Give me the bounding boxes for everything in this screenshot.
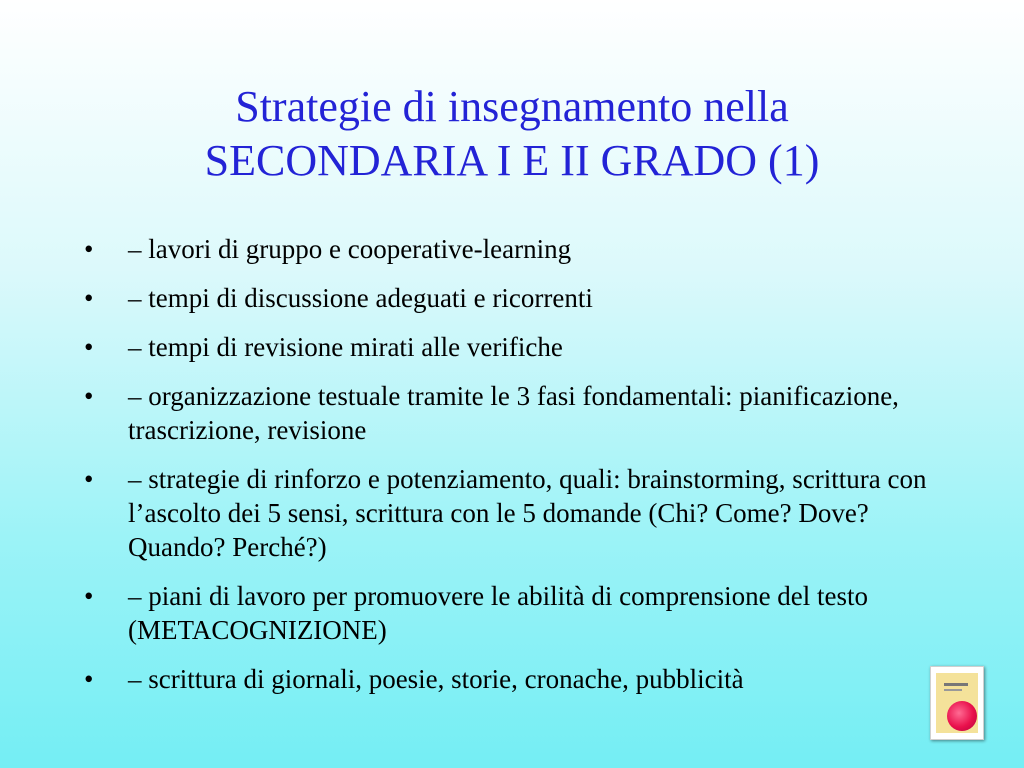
- bullet-icon: •: [84, 332, 94, 362]
- cover-circle-graphic: [947, 701, 977, 731]
- bullet-item: [84, 579, 954, 647]
- bullet-text: – lavori di gruppo e cooperative-learning: [128, 234, 572, 264]
- bullet-icon: •: [84, 464, 94, 494]
- slide-title-line-2: SECONDARIA I E II GRADO (1): [204, 136, 820, 185]
- cover-text-line: [944, 683, 968, 686]
- bullet-text: – scrittura di giornali, poesie, storie, cronache, pubblicità: [128, 664, 744, 694]
- bullet-item: [84, 330, 954, 364]
- bullet-text: – organizzazione testuale tramite le 3 fasi fondamentali: pianificazione, trascrizione, revisione: [128, 381, 899, 445]
- bullet-item: [84, 662, 954, 696]
- bullet-text: – strategie di rinforzo e potenziamento, quali: brainstorming, scrittura con l’ascolto dei 5 sensi, scrittura con le 5 domande (Chi? Come? Dove? Quando? Perché?): [128, 464, 927, 562]
- slide-title-line-1: Strategie di insegnamento nella: [235, 82, 789, 131]
- bullet-item: [84, 232, 954, 266]
- bullet-item: [84, 379, 954, 447]
- bullet-icon: •: [84, 234, 94, 264]
- bullet-text: – tempi di revisione mirati alle verifiche: [128, 332, 563, 362]
- bullet-item: [84, 281, 954, 315]
- bullet-icon: •: [84, 581, 94, 611]
- bullet-item: [84, 462, 954, 564]
- book-cover-icon: [936, 673, 978, 733]
- bullet-icon: •: [84, 664, 94, 694]
- bullet-text: – piani di lavoro per promuovere le abilità di comprensione del testo (METACOGNIZIONE): [128, 581, 869, 645]
- bullet-text: – tempi di discussione adeguati e ricorrenti: [128, 283, 593, 313]
- bullet-list: [84, 232, 954, 711]
- bullet-icon: •: [84, 381, 94, 411]
- cover-subtext-line: [944, 689, 962, 691]
- book-cover-thumbnail: [930, 666, 984, 740]
- bullet-icon: •: [84, 283, 94, 313]
- slide-title: [112, 80, 912, 188]
